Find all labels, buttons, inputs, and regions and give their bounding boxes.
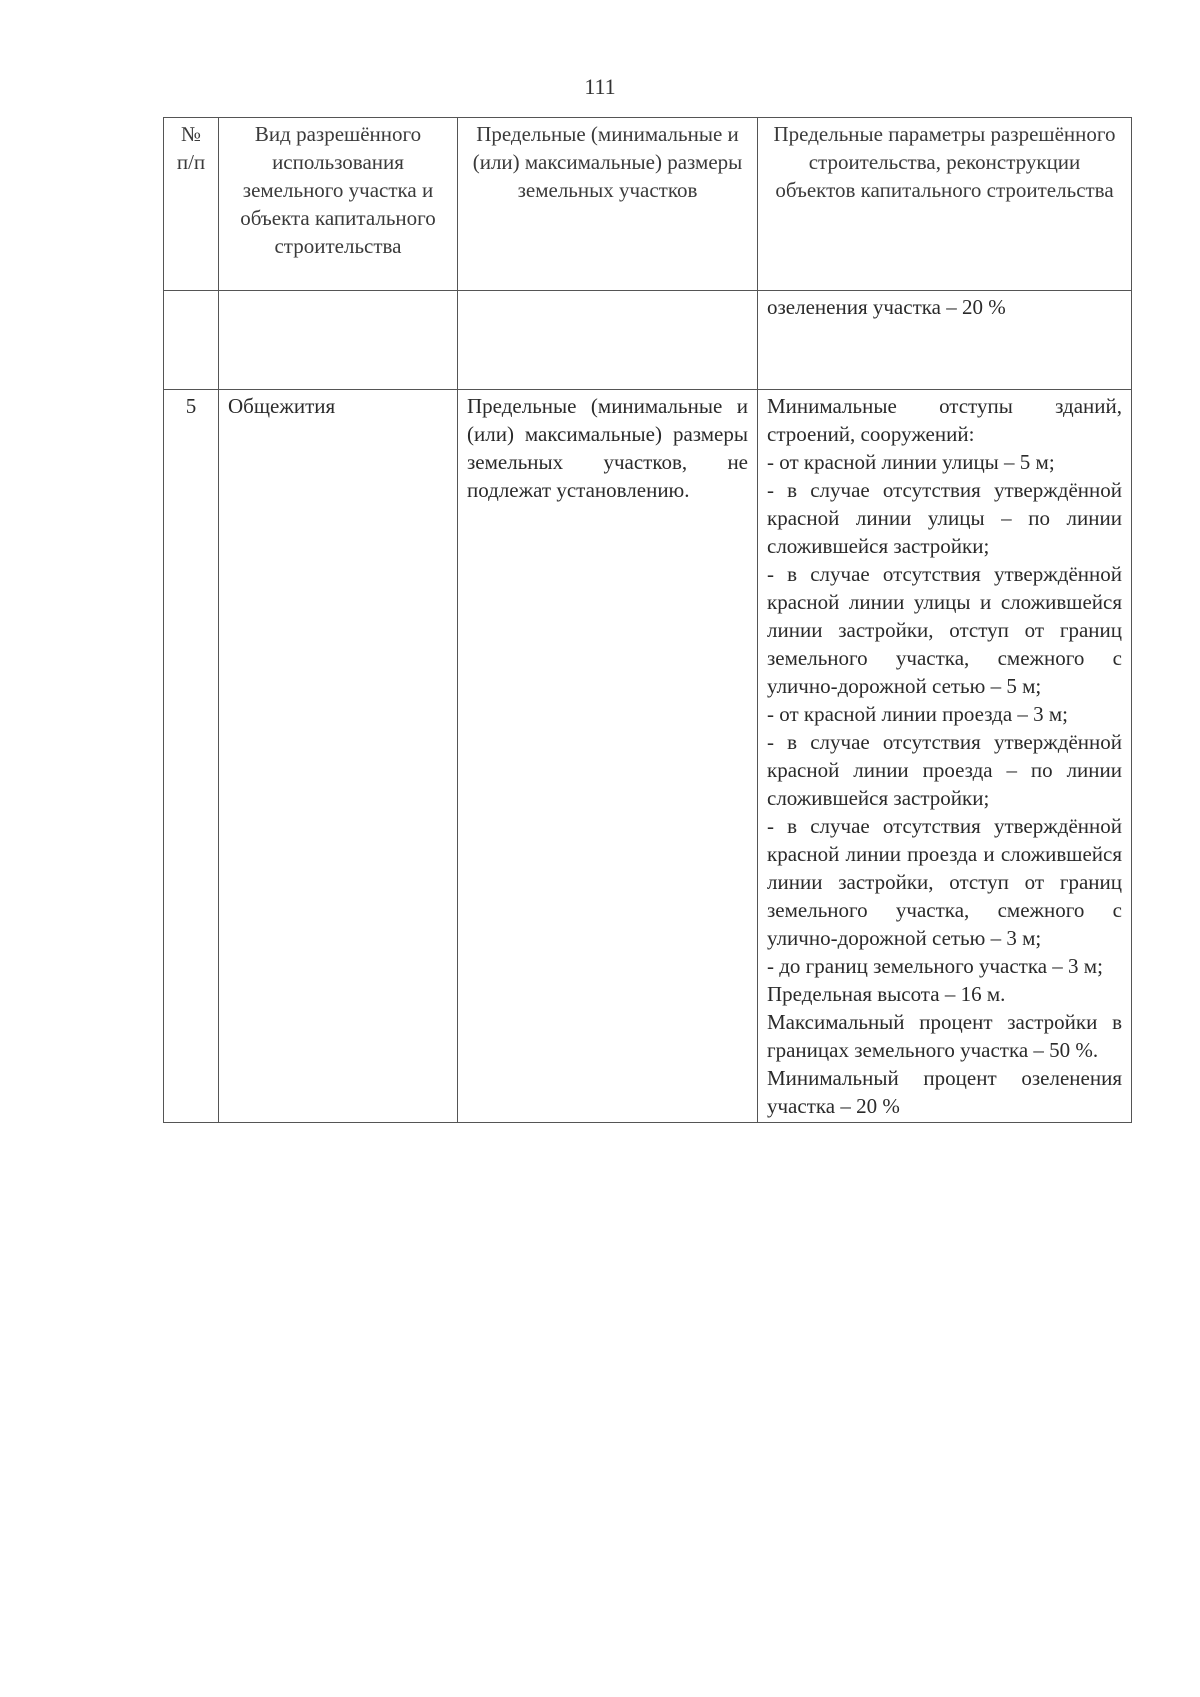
page-number: 111 bbox=[584, 74, 616, 99]
cell-params-continuation: озеленения участка – 20 % bbox=[758, 291, 1132, 390]
cell-use-type-empty bbox=[219, 291, 458, 390]
param-line: - в случае отсутствия утверждённой красной линии улицы и сложившейся линии застройки, отступ от границ земельного участка, смежного с улично-дорожной сетью – 5 м; bbox=[767, 562, 1122, 698]
param-line: - в случае отсутствия утверждённой красной линии проезда – по линии сложившейся застройки; bbox=[767, 730, 1122, 810]
param-line: Минимальный процент озеленения участка – 20 % bbox=[767, 1066, 1122, 1118]
cell-size-limits: Предельные (минимальные и (или) максимальные) размеры земельных участков, не подлежат установлению. bbox=[458, 390, 758, 1123]
table-row-continuation bbox=[164, 291, 1132, 390]
table-row bbox=[164, 390, 1132, 1123]
param-line: Предельная высота – 16 м. bbox=[767, 982, 1006, 1006]
header-use-type: Вид разрешённого использования земельного участка и объекта капитального строительства bbox=[219, 118, 458, 291]
param-line: Минимальные отступы зданий, строений, сооружений: bbox=[767, 394, 1122, 446]
cell-use-type: Общежития bbox=[219, 390, 458, 1123]
param-line: - в случае отсутствия утверждённой красной линии проезда и сложившейся линии застройки, отступ от границ земельного участка, смежного с улично-дорожной сетью – 3 м; bbox=[767, 814, 1122, 950]
cell-number-empty bbox=[164, 291, 219, 390]
table-header-row bbox=[164, 118, 1132, 291]
header-size-limits: Предельные (минимальные и (или) максимальные) размеры земельных участков bbox=[458, 118, 758, 291]
header-params: Предельные параметры разрешённого строительства, реконструкции объектов капитального строительства bbox=[758, 118, 1132, 291]
cell-number: 5 bbox=[164, 390, 219, 1123]
param-line: - от красной линии проезда – 3 м; bbox=[767, 702, 1069, 726]
param-line: Максимальный процент застройки в границах земельного участка – 50 %. bbox=[767, 1010, 1122, 1062]
regulations-table bbox=[163, 117, 1132, 1123]
cell-size-limits-empty bbox=[458, 291, 758, 390]
cell-params bbox=[758, 390, 1132, 1123]
header-number: № п/п bbox=[164, 118, 219, 291]
param-line: - в случае отсутствия утверждённой красной линии улицы – по линии сложившейся застройки; bbox=[767, 478, 1122, 558]
param-line: - от красной линии улицы – 5 м; bbox=[767, 450, 1055, 474]
param-line: - до границ земельного участка – 3 м; bbox=[767, 954, 1103, 978]
